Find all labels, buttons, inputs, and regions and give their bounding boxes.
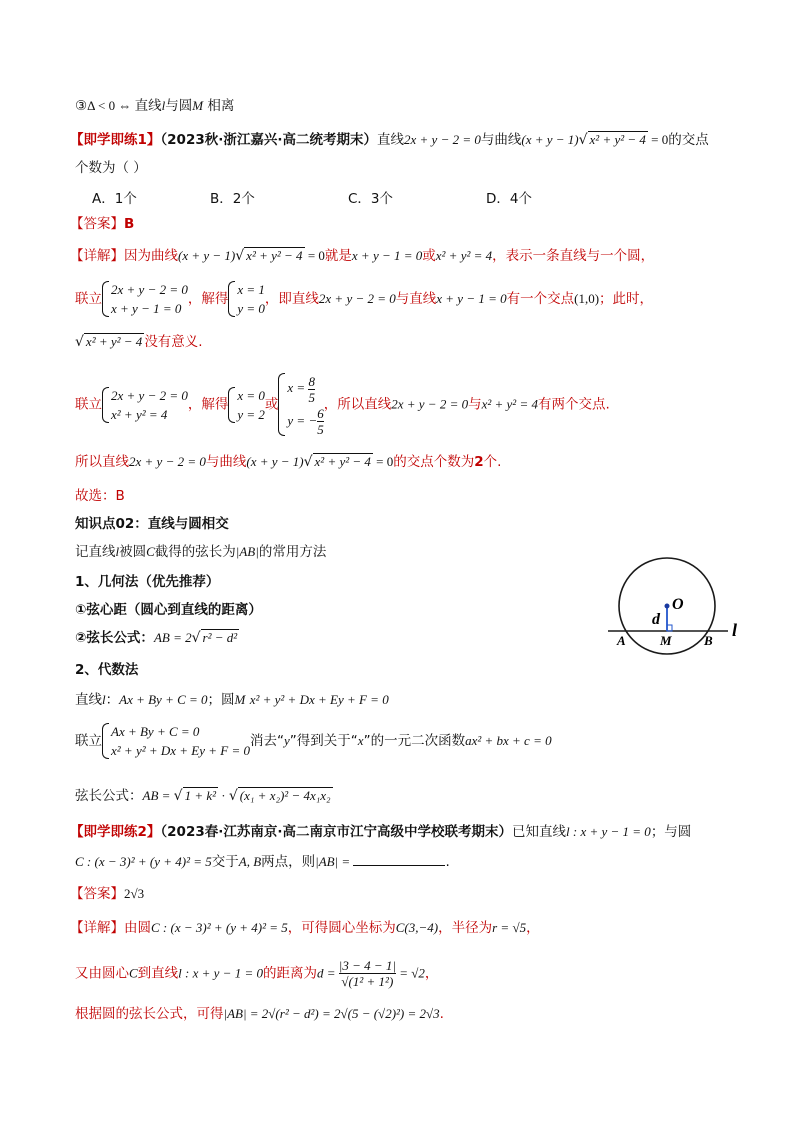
- kp02-method1a: ①弦心距（圆心到直线的距离）: [75, 602, 262, 618]
- exercise-1-detail-line2: 联立 2x + y − 2 = 0 x + y − 1 = 0 ，解得 x = 1 y = 0 ，即直线2x + y − 2 = 0与直线x + y − 1 = 0有一个交点(1,0)；此时，: [75, 282, 654, 316]
- exercise-2-detail-line1: 【详解】由圆C : (x − 3)² + (y + 4)² = 5，可得圆心坐标为C(3,−4)，半径为r = √5，: [70, 920, 540, 936]
- label-b: B: [704, 633, 713, 648]
- kp02-intro: 记直线l被圆C截得的弦长为|AB|的常用方法: [75, 544, 327, 560]
- exercise-1-detail-line4: 联立 2x + y − 2 = 0 x² + y² = 4 ，解得 x = 0 y = 2 或 x = $\frac{8}{5}$ y = − $\frac{6}{5}$ ，所以直线2x + y − 2 = 0与x² + y² = 4有两个交点.: [75, 373, 610, 438]
- kp02-method1b: ②弦长公式：AB = 2√ r² − d²: [75, 630, 238, 646]
- solution-3: x = $\frac{8}{5}$ y = − $\frac{6}{5}$: [278, 372, 323, 437]
- exercise-1-conclusion: 所以直线2x + y − 2 = 0与曲线(x + y − 1)√ x² + y² − 4 = 0的交点个数为2个.: [75, 454, 502, 470]
- kp02-system-brace: Ax + By + C = 0 x² + y² + Dx + Ey + F = 0: [102, 722, 250, 760]
- kp02-method1: 1、几何法（优先推荐）: [75, 574, 220, 590]
- kp02-method2: 2、代数法: [75, 662, 139, 678]
- system-1: 2x + y − 2 = 0 x + y − 1 = 0: [102, 280, 188, 318]
- exercise-1-choice: 故选：B: [75, 488, 125, 504]
- exercise-1-detail-line3: √ x² + y² − 4 没有意义.: [75, 334, 203, 350]
- label-d: d: [652, 611, 660, 628]
- exercise-2-tag: 【即学即练2】: [70, 824, 161, 840]
- label-o: O: [672, 596, 684, 613]
- answer-blank: [353, 853, 445, 866]
- exercise-1-answer: 【答案】B: [70, 216, 135, 232]
- exercise-2-detail-line2: 又由圆心C到直线l : x + y − 1 = 0的距离为d = $\frac{|3 - 4 - 1|}{\text{√(1² + 1²)}}$ = √2，: [75, 958, 439, 989]
- exercise-2-detail-line3: 根据圆的弦长公式，可得|AB| = 2√(r² − d²) = 2√(5 − (√2)²) = 2√3.: [75, 1006, 444, 1022]
- label-m: M: [660, 633, 672, 648]
- exercise-1-question-line2: 个数为（ ）: [75, 160, 147, 176]
- exercise-2-question: 【即学即练2】（2023春·江苏南京·高二南京市江宁高级中学校联考期末）已知直线l : x + y − 1 = 0；与圆: [70, 824, 692, 840]
- option-c: C．3个: [348, 191, 394, 207]
- exercise-1-tag: 【即学即练1】: [70, 132, 161, 148]
- exercise-2-question-line2: C : (x − 3)² + (y + 4)² = 5交于A, B两点，则|AB| = .: [75, 854, 450, 870]
- kp02-chord-formula: 弦长公式：AB = √ 1 + k² · √ (x₁ + x₂)² − 4x₁x₂: [75, 788, 331, 804]
- label-a: A: [617, 633, 626, 648]
- exercise-1-detail-line1: 【详解】因为曲线(x + y − 1)√ x² + y² − 4 = 0就是x + y − 1 = 0或x² + y² = 4，表示一条直线与一个圆，: [70, 248, 655, 264]
- label-l: l: [732, 620, 738, 640]
- option-d: D．4个: [486, 191, 532, 207]
- exercise-2-answer: 【答案】2√3: [70, 886, 145, 902]
- exercise-1-question: 【即学即练1】（2023秋·浙江嘉兴·高二统考期末）直线2x + y − 2 = 0与曲线(x + y − 1)√ x² + y² − 4 = 0的交点: [70, 132, 709, 148]
- kp02-title: 知识点02：直线与圆相交: [75, 516, 229, 532]
- solution-2: x = 0 y = 2: [228, 386, 265, 424]
- chord-figure: [600, 556, 760, 660]
- option-a: A．1个: [92, 191, 137, 207]
- condition-line: ③Δ < 0 ⇔ 直线l与圆M 相离: [75, 98, 235, 114]
- kp02-line-circle: 直线l：Ax + By + C = 0；圆M x² + y² + Dx + Ey + F = 0: [75, 692, 389, 708]
- distance-fraction: $\frac{|3 - 4 - 1|}{\text{√(1² + 1²)}}$: [338, 958, 396, 989]
- kp02-system: 联立 Ax + By + C = 0 x² + y² + Dx + Ey + F = 0 消去“y”得到关于“x”的一元二次函数ax² + bx + c = 0: [75, 724, 552, 758]
- solution-1: x = 1 y = 0: [228, 280, 265, 318]
- system-2: 2x + y − 2 = 0 x² + y² = 4: [102, 386, 188, 424]
- option-b: B．2个: [210, 191, 255, 207]
- center-point: [665, 604, 670, 609]
